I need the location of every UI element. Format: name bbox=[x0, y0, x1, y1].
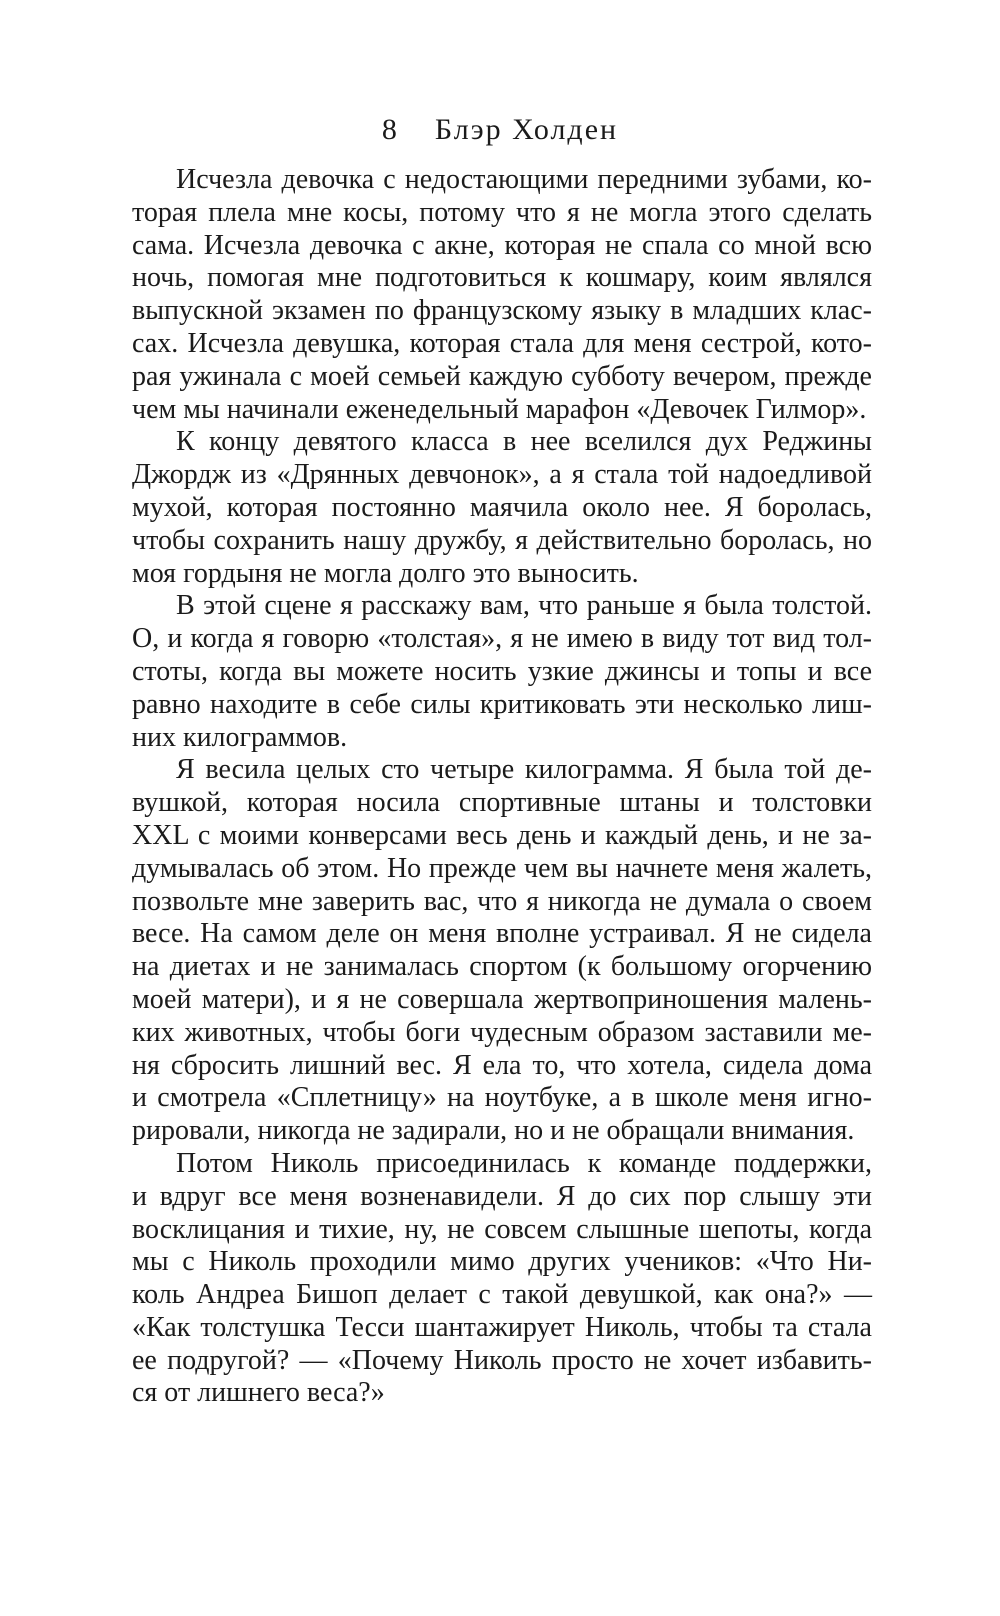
text-line: ких животных, чтобы боги чудесным образом заставили ме- bbox=[132, 1016, 872, 1048]
text-line: Джордж из «Дрянных девчонок», а я стала той надоедливой bbox=[132, 459, 872, 491]
text-line: и вдруг все меня возненавидели. Я до сих пор слышу эти bbox=[132, 1180, 872, 1212]
text-line: и смотрела «Сплетницу» на ноутбуке, а в школе меня игно- bbox=[132, 1082, 872, 1114]
text-line: Я весила целых сто четыре килограмма. Я была той де- bbox=[176, 754, 872, 786]
text-line: О, и когда я говорю «толстая», я не имею в виду тот вид тол- bbox=[132, 623, 872, 655]
text-line: позвольте мне заверить вас, что я никогда не думала о своем bbox=[132, 885, 872, 917]
body-text bbox=[132, 164, 872, 1410]
text-line: В этой сцене я расскажу вам, что раньше я была толстой. bbox=[176, 590, 872, 622]
text-line: XXL с моими конверсами весь день и каждый день, и не за- bbox=[132, 819, 872, 851]
text-line: моя гордыня не могла долго это выносить. bbox=[132, 557, 639, 589]
text-line: ся от лишнего веса?» bbox=[132, 1377, 385, 1409]
text-line: думывалась об этом. Но прежде чем вы начнете меня жалеть, bbox=[132, 852, 872, 884]
text-line: чем мы начинали еженедельный марафон «Девочек Гилмор». bbox=[132, 393, 867, 425]
text-line: ночь, помогая мне подготовиться к кошмару, коим являлся bbox=[132, 262, 872, 294]
author-name: Блэр Холден bbox=[434, 113, 619, 146]
text-line: весе. На самом деле он меня вполне устраивал. Я не сидела bbox=[132, 918, 872, 950]
text-line: рировали, никогда не задирали, но и не обращали внимания. bbox=[132, 1115, 855, 1147]
text-line: выпускной экзамен по французскому языку в младших клас- bbox=[132, 295, 872, 327]
text-line: Исчезла девочка с недостающими передними зубами, ко- bbox=[176, 164, 872, 195]
text-line: сама. Исчезла девочка с акне, которая не спала со мной всю bbox=[132, 229, 872, 261]
text-line: ее подругой? — «Почему Николь просто не хочет избавить- bbox=[132, 1344, 872, 1376]
text-line: моей матери), и я не совершала жертвоприношения малень- bbox=[132, 983, 872, 1015]
text-line: ня сбросить лишний вес. Я ела то, что хотела, сидела дома bbox=[132, 1049, 872, 1081]
text-line: на диетах и не занималась спортом (к большому огорчению bbox=[132, 951, 872, 983]
paragraph bbox=[132, 426, 872, 590]
text-line: восклицания и тихие, ну, не совсем слышные шепоты, когда bbox=[132, 1213, 872, 1245]
text-line: Потом Николь присоединилась к команде поддержки, bbox=[176, 1147, 872, 1179]
paragraph bbox=[132, 164, 872, 426]
text-line: «Как толстушка Тесси шантажирует Николь, чтобы та стала bbox=[132, 1311, 872, 1343]
text-line: чтобы сохранить нашу дружбу, я действительно боролась, но bbox=[132, 524, 872, 556]
text-line: К концу девятого класса в нее вселился дух Реджины bbox=[176, 426, 872, 458]
paragraph bbox=[132, 1148, 872, 1410]
running-head bbox=[0, 112, 1000, 148]
text-line: рая ужинала с моей семьей каждую субботу вечером, прежде bbox=[132, 360, 872, 392]
text-line: мы с Николь проходили мимо других учеников: «Что Ни- bbox=[132, 1246, 872, 1278]
text-line: вушкой, которая носила спортивные штаны и толстовки bbox=[132, 787, 872, 819]
text-line: равно находите в себе силы критиковать эти несколько лиш- bbox=[132, 688, 872, 720]
page-number: 8 bbox=[381, 113, 399, 146]
text-line: торая плела мне косы, потому что я не могла этого сделать bbox=[132, 196, 872, 228]
paragraph bbox=[132, 590, 872, 754]
paragraph bbox=[132, 754, 872, 1148]
text-line: мухой, которая постоянно маячила около нее. Я боролась, bbox=[132, 491, 872, 523]
text-line: них килограммов. bbox=[132, 721, 348, 753]
text-line: стоты, когда вы можете носить узкие джинсы и топы и все bbox=[132, 655, 872, 687]
text-line: коль Андреа Бишоп делает с такой девушкой, как она?» — bbox=[132, 1279, 872, 1311]
text-line: сах. Исчезла девушка, которая стала для меня сестрой, кото- bbox=[132, 327, 872, 359]
